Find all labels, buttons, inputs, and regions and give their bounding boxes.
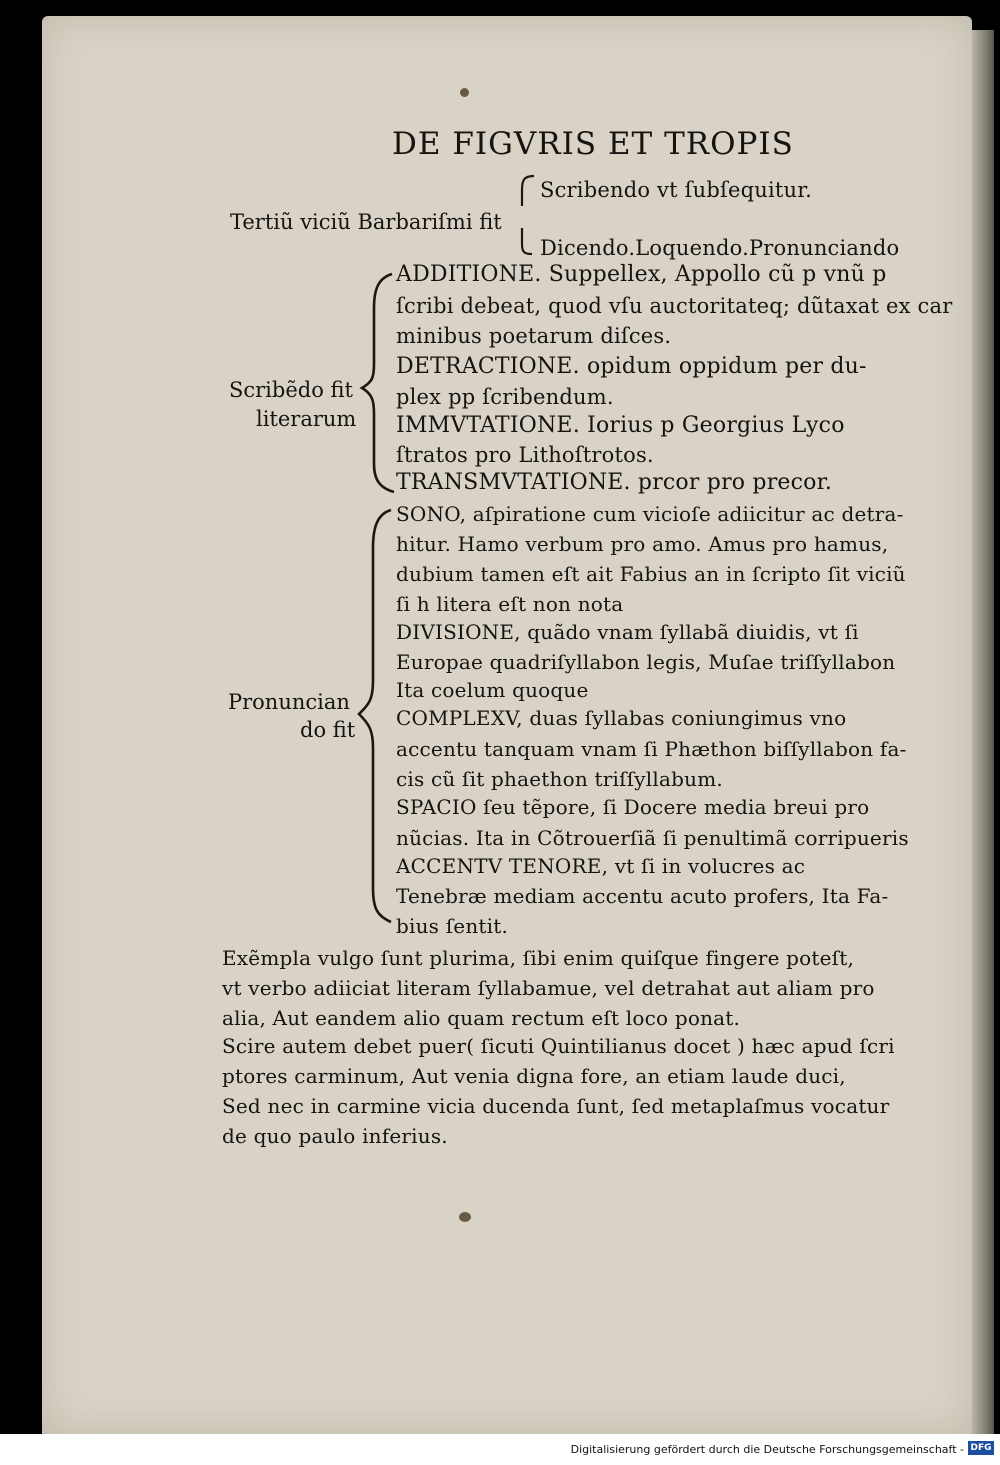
- paragraph-line-4: Scire autem debet puer( ſicuti Quintilianus docet ) hæc apud ſcri: [222, 1034, 895, 1058]
- scribendo-line-2: ſcribi debeat, quod vſu auctoritateq; dũtaxat ex car: [396, 294, 953, 318]
- pronunciando-line-10: cis cũ ſit phaethon triſſyllabum.: [396, 767, 723, 791]
- pronunciando-line-12: nũcias. Ita in Cõtrouerſiã ſi penultimã corripueris: [396, 826, 909, 850]
- scribendo-line-6: IMMVTATIONE. Iorius p Georgius Lyco: [396, 413, 845, 438]
- paragraph-line-1: Exẽmpla vulgo ſunt plurima, ſibi enim quiſque fingere poteſt,: [222, 946, 855, 970]
- pronunciando-line-5: DIVISIONE, quãdo vnam ſyllabã diuidis, vt ſi: [396, 620, 859, 644]
- scribendo-line-8: TRANSMVTATIONE. prcor pro precor.: [396, 470, 833, 495]
- pronunciando-line-4: ſi h litera eſt non nota: [396, 592, 624, 616]
- pronunciando-line-11: SPACIO ſeu tẽpore, ſi Docere media breui pro: [396, 795, 870, 819]
- footer-bar: [0, 1434, 1000, 1465]
- scribendo-line-5: plex pp ſcribendum.: [396, 385, 614, 409]
- pronunciando-line-8: COMPLEXV, duas ſyllabas coniungimus vno: [396, 706, 847, 730]
- paragraph-line-7: de quo paulo inferius.: [222, 1124, 448, 1148]
- pronunciando-line-2: hitur. Hamo verbum pro amo. Amus pro hamus,: [396, 532, 889, 556]
- pronunciando-line-1: SONO, aſpiratione cum vicioſe adiicitur ac detra-: [396, 502, 904, 526]
- ink-spot: [460, 88, 469, 97]
- pronunciando-line-3: dubium tamen eſt ait Fabius an in ſcripto ſit viciũ: [396, 562, 906, 586]
- top-item-1: Scribendo vt ſubſequitur.: [540, 178, 813, 202]
- pronunciando-line-7: Ita coelum quoque: [396, 678, 589, 702]
- ink-spot: [459, 1212, 471, 1222]
- pronunciando-line-6: Europae quadriſyllabon legis, Muſae triſſyllabon: [396, 650, 896, 674]
- paragraph-line-5: ptores carminum, Aut venia digna fore, an etiam laude duci,: [222, 1064, 846, 1088]
- page-edge: [972, 30, 994, 1434]
- scribendo-label-2: literarum: [256, 407, 357, 431]
- paragraph-line-6: Sed nec in carmine vicia ducenda ſunt, ſed metaplaſmus vocatur: [222, 1094, 890, 1118]
- pronunciando-line-9: accentu tanquam vnam ſi Phæthon biſſyllabon fa-: [396, 737, 907, 761]
- page-title: DE FIGVRIS ET TROPIS: [392, 126, 794, 162]
- barbarism-label: Tertiũ viciũ Barbariſmi fit: [230, 210, 502, 234]
- pronunciando-label: Pronuncian: [228, 690, 350, 714]
- paragraph-line-3: alia, Aut eandem alio quam rectum eſt loco ponat.: [222, 1006, 741, 1030]
- pronunciando-line-13: ACCENTV TENORE, vt ſi in volucres ac: [396, 854, 806, 878]
- pronunciando-brace: [355, 504, 395, 929]
- scribendo-line-3: minibus poetarum diſces.: [396, 324, 672, 348]
- scribendo-line-7: ſtratos pro Lithoſtrotos.: [396, 443, 654, 467]
- top-item-2: Dicendo.Loquendo.Pronunciando: [540, 236, 900, 260]
- scribendo-label: Scribẽdo fit: [229, 378, 353, 402]
- dfg-logo-icon: DFG: [968, 1441, 994, 1455]
- scribendo-line-1: ADDITIONE. Suppellex, Appollo cũ p vnũ p: [396, 262, 887, 287]
- pronunciando-label-2: do fit: [300, 718, 356, 742]
- top-brace: [510, 170, 540, 260]
- scribendo-line-4: DETRACTIONE. opidum oppidum per du-: [396, 354, 867, 379]
- paragraph-line-2: vt verbo adiiciat literam ſyllabamue, vel detrahat aut aliam pro: [222, 976, 875, 1000]
- pronunciando-line-14: Tenebræ mediam accentu acuto profers, Ita Fa-: [396, 884, 889, 908]
- footer-credit: Digitalisierung gefördert durch die Deutsche Forschungsgemeinschaft -: [570, 1443, 964, 1456]
- scribendo-brace: [358, 268, 398, 498]
- pronunciando-line-15: bius ſentit.: [396, 914, 509, 938]
